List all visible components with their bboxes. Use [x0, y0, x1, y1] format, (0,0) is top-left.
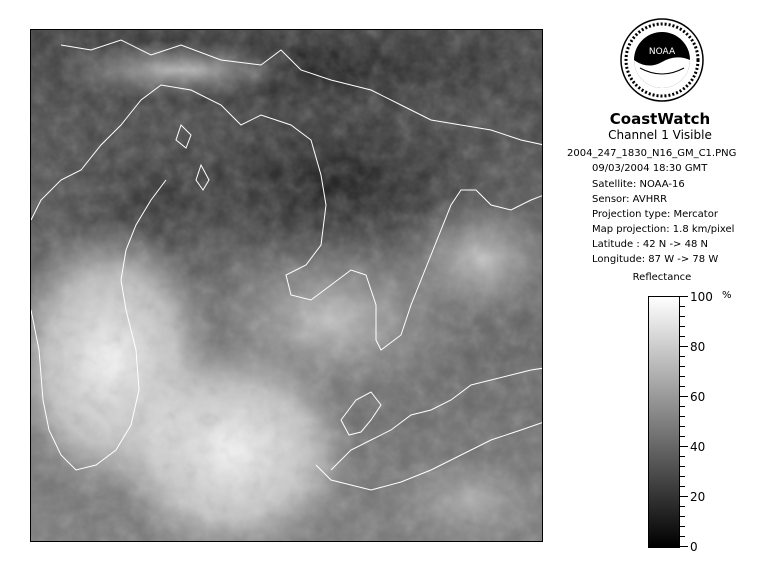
latitude-range: Latitude : 42 N -> 48 N — [592, 239, 708, 250]
colorbar-minor-tick — [680, 306, 685, 307]
noaa-logo — [620, 18, 704, 102]
colorbar-minor-tick — [680, 386, 685, 387]
colorbar-minor-tick — [680, 476, 685, 477]
colorbar-minor-tick — [680, 336, 685, 337]
colorbar-tick — [680, 296, 688, 297]
brand-title: CoastWatch — [609, 110, 711, 128]
colorbar-tick-label: 0 — [690, 540, 698, 554]
map-projection: Map projection: 1.8 km/pixel — [592, 224, 735, 235]
colorbar-minor-tick — [680, 406, 685, 407]
colorbar-minor-tick — [680, 466, 685, 467]
satellite-image-svg — [31, 30, 543, 542]
colorbar-label: Reflectance — [632, 272, 692, 283]
sensor: Sensor: AVHRR — [592, 194, 668, 205]
colorbar-minor-tick — [680, 436, 685, 437]
colorbar-minor-tick — [680, 426, 685, 427]
longitude-range: Longitude: 87 W -> 78 W — [592, 254, 719, 265]
satellite: Satellite: NOAA-16 — [592, 179, 685, 190]
channel-title: Channel 1 Visible — [608, 128, 712, 142]
colorbar-tick — [680, 546, 688, 547]
colorbar-tick-label: 60 — [690, 390, 706, 404]
colorbar-minor-tick — [680, 366, 685, 367]
colorbar-tick — [680, 446, 688, 447]
colorbar-tick — [680, 396, 688, 397]
colorbar-minor-tick — [680, 506, 685, 507]
colorbar-minor-tick — [680, 536, 685, 537]
colorbar-tick-label: 80 — [690, 340, 706, 354]
colorbar-minor-tick — [680, 456, 685, 457]
colorbar-minor-tick — [680, 486, 685, 487]
colorbar-minor-tick — [680, 316, 685, 317]
colorbar-minor-tick — [680, 416, 685, 417]
datetime: 09/03/2004 18:30 GMT — [592, 163, 708, 174]
colorbar-tick-label: 20 — [690, 490, 706, 504]
colorbar-tick — [680, 346, 688, 347]
logo-text: NOAA — [648, 47, 676, 57]
colorbar-tick — [680, 496, 688, 497]
filename: 2004_247_1830_N16_GM_C1.PNG — [567, 148, 737, 159]
colorbar-tick-label: 40 — [690, 440, 706, 454]
colorbar-minor-tick — [680, 376, 685, 377]
colorbar-tick-label: 100 — [690, 290, 713, 304]
colorbar-unit: % — [722, 290, 732, 301]
colorbar-minor-tick — [680, 326, 685, 327]
image-texture — [31, 30, 543, 542]
colorbar-minor-tick — [680, 526, 685, 527]
colorbar-minor-tick — [680, 356, 685, 357]
projection-type: Projection type: Mercator — [592, 209, 718, 220]
colorbar — [648, 296, 680, 548]
colorbar-minor-tick — [680, 516, 685, 517]
satellite-image[interactable] — [30, 29, 543, 542]
